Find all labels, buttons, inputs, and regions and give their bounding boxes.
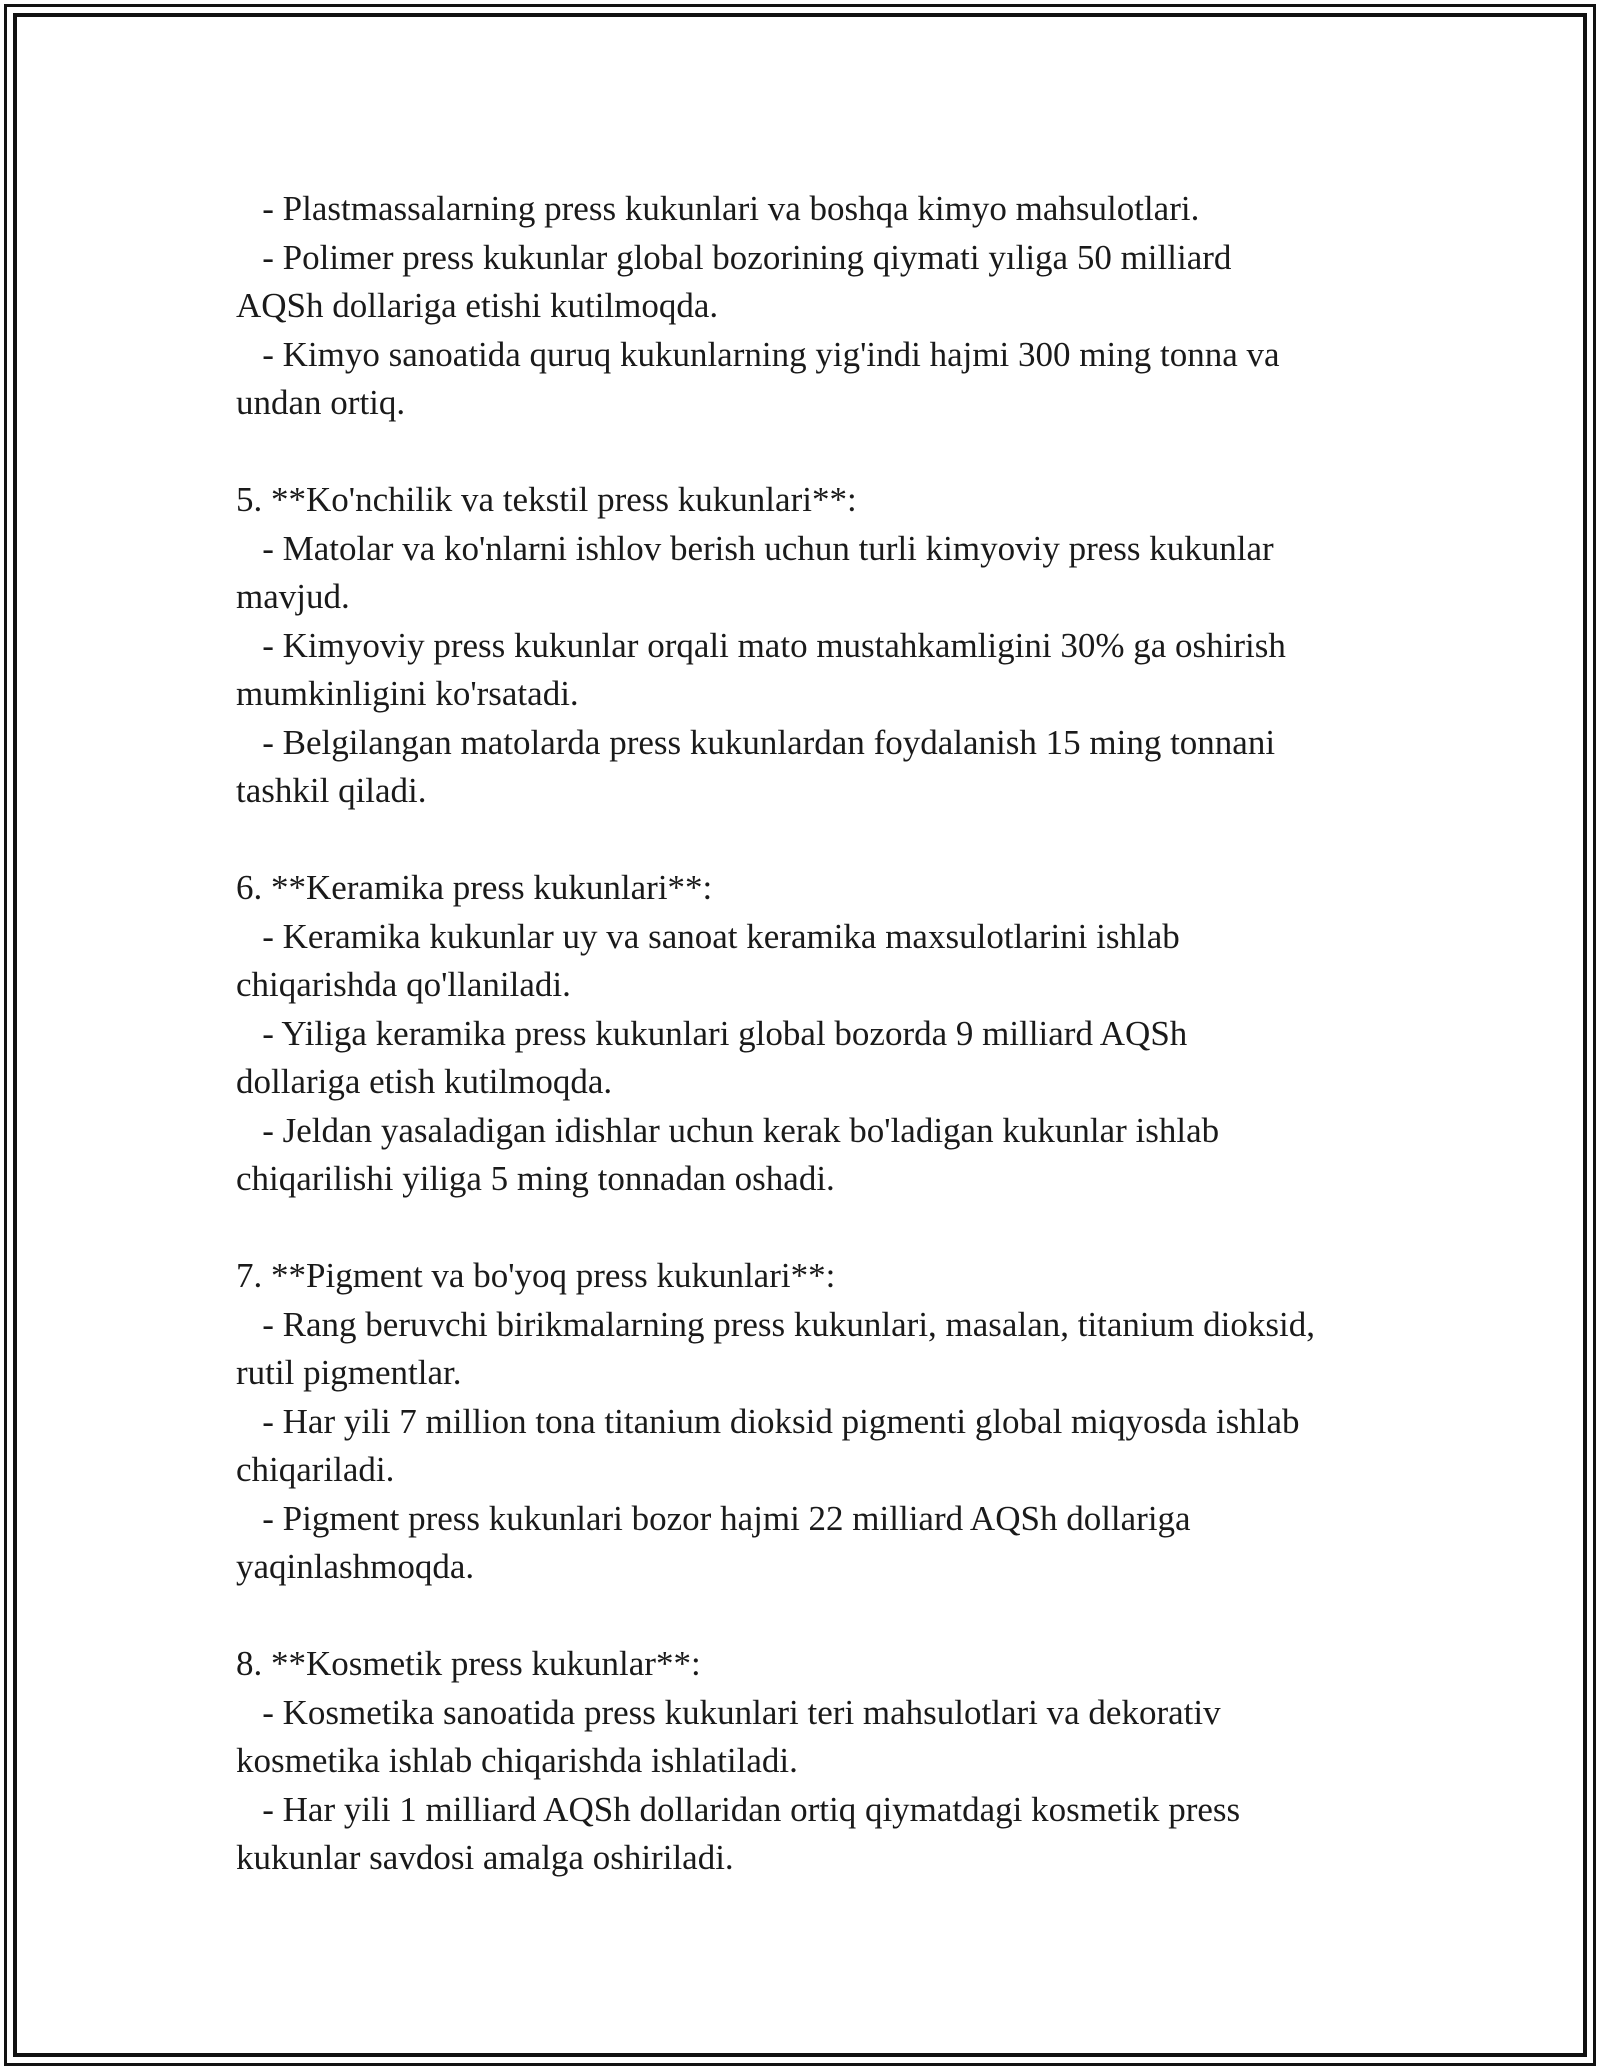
text-line: - Kimyo sanoatida quruq kukunlarning yig'indi hajmi 300 ming tonna va (236, 334, 1280, 374)
text-line: chiqarilishi yiliga 5 ming tonnadan oshadi. (236, 1159, 835, 1198)
text-line: rutil pigmentlar. (236, 1353, 462, 1392)
text-line: - Kimyoviy press kukunlar orqali mato mustahkamligini 30% ga oshirish (236, 625, 1286, 665)
text-line: chiqarishda qo'llaniladi. (236, 965, 571, 1004)
text-line: - Har yili 7 million tona titanium dioksid pigmenti global miqyosda ishlab (236, 1401, 1300, 1441)
text-line: - Kosmetika sanoatida press kukunlari teri mahsulotlari va dekorativ (236, 1692, 1221, 1732)
text-line: - Har yili 1 milliard AQSh dollaridan ortiq qiymatdagi kosmetik press (236, 1789, 1241, 1829)
document-body (236, 185, 1396, 1883)
blank-line (236, 1592, 1396, 1641)
text-line: chiqariladi. (236, 1450, 395, 1489)
blank-line (236, 1204, 1396, 1253)
text-line: mavjud. (236, 577, 350, 616)
text-line: - Jeldan yasaladigan idishlar uchun kerak bo'ladigan kukunlar ishlab (236, 1110, 1220, 1150)
text-line: - Belgilangan matolarda press kukunlardan foydalanish 15 ming tonnani (236, 722, 1276, 762)
text-line: - Plastmassalarning press kukunlari va boshqa kimyo mahsulotlari. (236, 189, 1200, 228)
section-heading: 5. **Ko'nchilik va tekstil press kukunlari**: (236, 480, 857, 519)
text-line: - Keramika kukunlar uy va sanoat keramika maxsulotlarini ishlab (236, 916, 1180, 956)
section-heading: 6. **Keramika press kukunlari**: (236, 868, 713, 907)
text-line: mumkinligini ko'rsatadi. (236, 674, 579, 713)
section-heading: 7. **Pigment va bo'yoq press kukunlari**: (236, 1256, 836, 1295)
text-line: - Polimer press kukunlar global bozorining qiymati yıliga 50 milliard (236, 237, 1232, 277)
blank-line (236, 428, 1396, 477)
text-line: AQSh dollariga etishi kutilmoqda. (236, 286, 719, 325)
text-line: - Yiliga keramika press kukunlari global bozorda 9 milliard AQSh (236, 1013, 1188, 1053)
text-line: - Rang beruvchi birikmalarning press kukunlari, masalan, titanium dioksid, (236, 1304, 1315, 1344)
text-line: tashkil qiladi. (236, 771, 427, 810)
section-heading: 8. **Kosmetik press kukunlar**: (236, 1644, 701, 1683)
text-line: undan ortiq. (236, 383, 406, 422)
text-line: yaqinlashmoqda. (236, 1547, 475, 1586)
text-line: dollariga etish kutilmoqda. (236, 1062, 613, 1101)
blank-line (236, 816, 1396, 865)
text-line: kosmetika ishlab chiqarishda ishlatiladi. (236, 1741, 798, 1780)
text-line: - Matolar va ko'nlarni ishlov berish uchun turli kimyoviy press kukunlar (236, 528, 1274, 568)
text-line: kukunlar savdosi amalga oshiriladi. (236, 1838, 734, 1877)
text-line: - Pigment press kukunlari bozor hajmi 22 milliard AQSh dollariga (236, 1498, 1191, 1538)
